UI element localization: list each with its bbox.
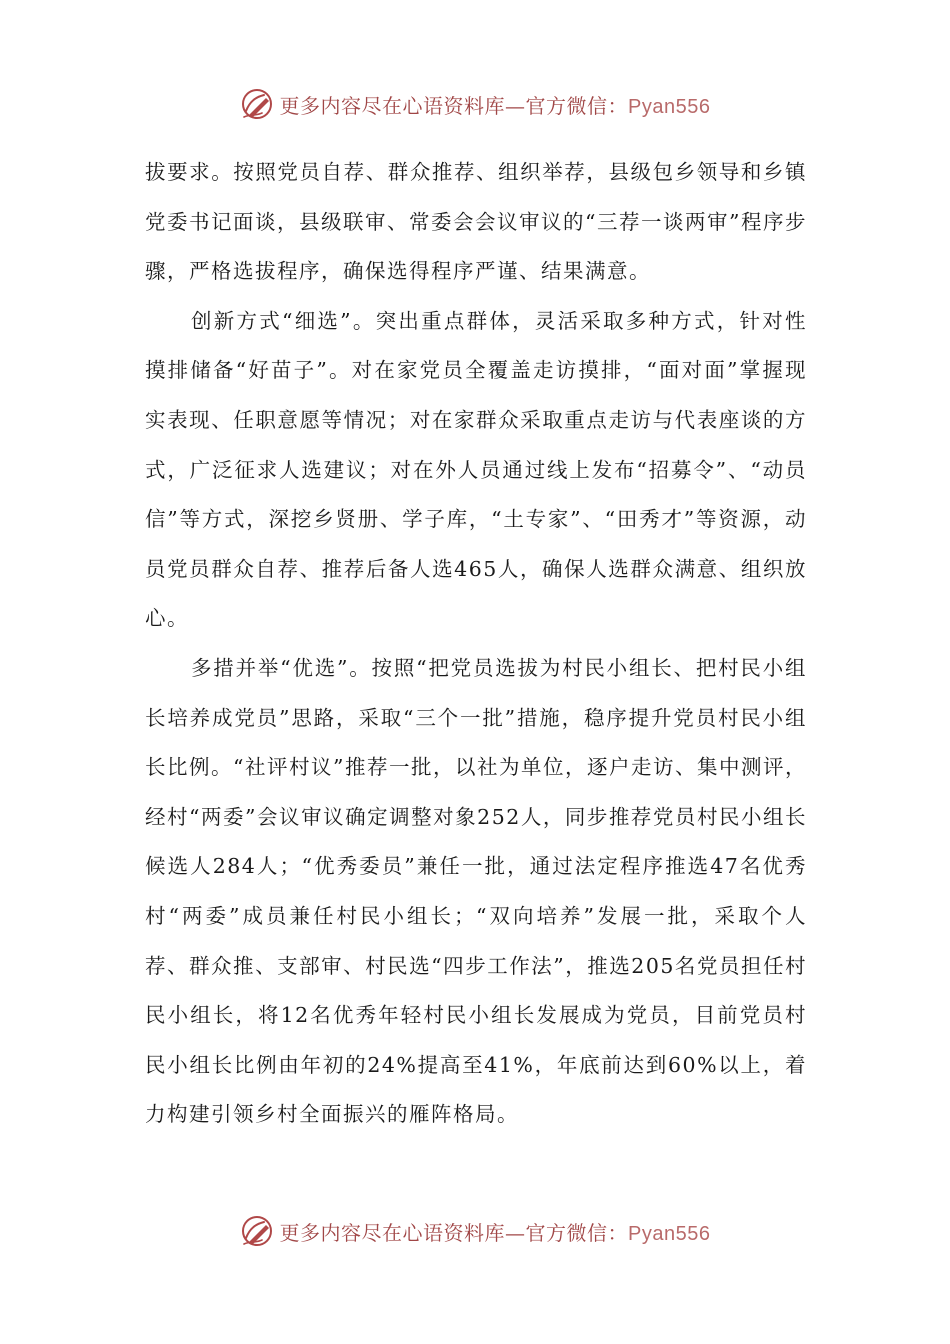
footer-wechat-id: Pyan556	[628, 1222, 711, 1245]
footer-banner	[0, 1211, 950, 1251]
document-body	[145, 148, 807, 1140]
header-banner-text	[280, 90, 711, 119]
paragraph-1: 拔要求。按照党员自荐、群众推荐、组织举荐，县级包乡领导和乡镇党委书记面谈，县级联审、常委会会议审议的“三荐一谈两审”程序步骤，严格选拔程序，确保选得程序严谨、结果满意。	[145, 160, 807, 284]
pen-signature-logo-icon	[240, 1214, 274, 1248]
footer-banner-text	[280, 1217, 711, 1246]
paragraph-2: 创新方式“细选”。突出重点群体，灵活采取多种方式，针对性摸排储备“好苗子”。对在家党员全覆盖走访摸排，“面对面”掌握现实表现、任职意愿等情况；对在家群众采取重点走访与代表座谈的方式，广泛征求人选建议；对在外人员通过线上发布“招募令”、“动员信”等方式，深挖乡贤册、学子库，“土专家”、“田秀才”等资源，动员党员群众自荐、推荐后备人选465人，确保人选群众满意、组织放心。	[145, 308, 807, 631]
header-banner	[0, 84, 950, 124]
footer-banner-label: 更多内容尽在心语资料库—官方微信：	[279, 1220, 629, 1245]
header-wechat-id: Pyan556	[628, 95, 711, 118]
paragraph-3: 多措并举“优选”。按照“把党员选拔为村民小组长、把村民小组长培养成党员”思路，采取“三个一批”措施，稳序提升党员村民小组长比例。“社评村议”推荐一批，以社为单位，逐户走访、集中测评，经村“两委”会议审议确定调整对象252人，同步推荐党员村民小组长候选人284人；“优秀委员”兼任一批，通过法定程序推选47名优秀村“两委”成员兼任村民小组长；“双向培养”发展一批，采取个人荐、群众推、支部审、村民选“四步工作法”，推选205名党员担任村民小组长，将12名优秀年轻村民小组长发展成为党员，目前党员村民小组长比例由年初的24%提高至41%，年底前达到60%以上，着力构建引领乡村全面振兴的雁阵格局。	[145, 655, 807, 1127]
header-banner-label: 更多内容尽在心语资料库—官方微信：	[279, 93, 629, 118]
pen-signature-logo-icon	[240, 87, 274, 121]
